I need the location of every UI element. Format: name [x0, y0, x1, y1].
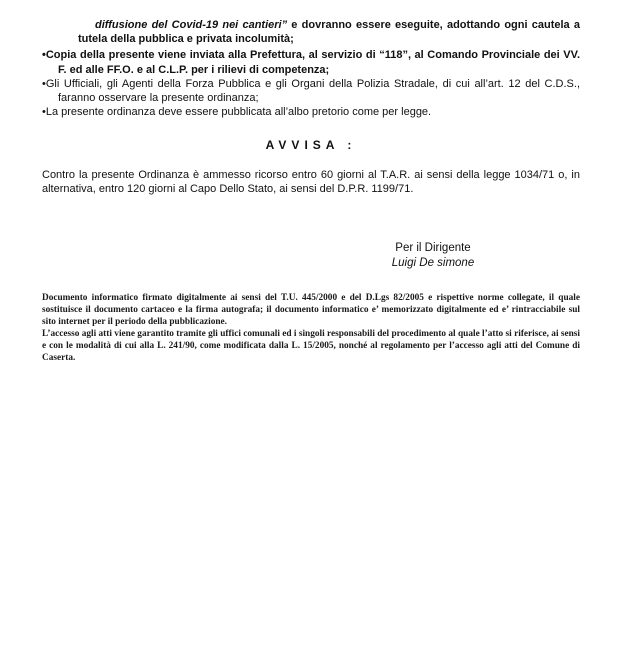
- list-item: [42, 48, 580, 76]
- signatory-role: Per il Dirigente: [395, 242, 471, 255]
- bullet-marker: •: [42, 106, 46, 119]
- list-item: [42, 77, 580, 105]
- provision-enforcement-text: Gli Ufficiali, gli Agenti della Forza Pubblica e gli Organi della Polizia Stradale, di cui all’art. 12 del C.D.S., faranno osservare la presente ordinanza;: [45, 77, 580, 105]
- appeal-paragraph: Contro la presente Ordinanza è ammesso ricorso entro 60 giorni al T.A.R. ai sensi della legge 1034/71 o, in alternativa, entro 120 giorni al Capo Dello Stato, ai sensi del D.P.R. 1199/71.: [42, 168, 580, 195]
- quoted-covid-title-text: diffusione del Covid-19 nei cantieri”: [95, 19, 288, 31]
- clause-continuation-text: e dovranno essere eseguite, adottando ogni cautela a tutela della pubblica e privata incolumità;: [78, 19, 580, 46]
- ordinance-clause-continuation: [78, 18, 580, 46]
- signatory-name: Luigi De simone: [391, 257, 475, 270]
- provision-copy-distribution-text: Copia della presente viene inviata alla Prefettura, al servizio di “118”, al Comando Provinciale dei VV. F. ed alle FF.O. e al C.L.P. per i rilievi di competenza;: [45, 49, 580, 76]
- digital-signature-legal-footer: [42, 293, 580, 364]
- list-item: [42, 105, 580, 119]
- bullet-marker: •: [42, 77, 46, 90]
- provision-publication-text: La presente ordinanza deve essere pubblicata all’albo pretorio come per legge.: [45, 106, 432, 119]
- signature-block: [338, 241, 528, 271]
- bullet-marker: •: [42, 49, 46, 62]
- legal-footer-paragraph-1: Documento informatico firmato digitalmente ai sensi del T.U. 445/2000 e del D.Lgs 82/2005 e rispettive norme collegate, il quale sostituisce il documento cartaceo e la firma autografa; il documento informatico e’ memorizzato digitalmente ed e’ rintracciabile sul sito internet per il periodo della pubblicazione.: [42, 293, 580, 327]
- ordinance-provisions-list: [42, 48, 580, 119]
- legal-footer-paragraph-2: L’accesso agli atti viene garantito tramite gli uffici comunali ed i singoli responsabili del procedimento al quale l’atto si riferisce, ai sensi e con le modalità di cui alla L. 241/90, come modificata dalla L. 15/2005, nonché al regolamento per l’accesso agli atti del Comune di Caserta.: [42, 328, 580, 363]
- notice-heading: AVVISA :: [265, 138, 357, 153]
